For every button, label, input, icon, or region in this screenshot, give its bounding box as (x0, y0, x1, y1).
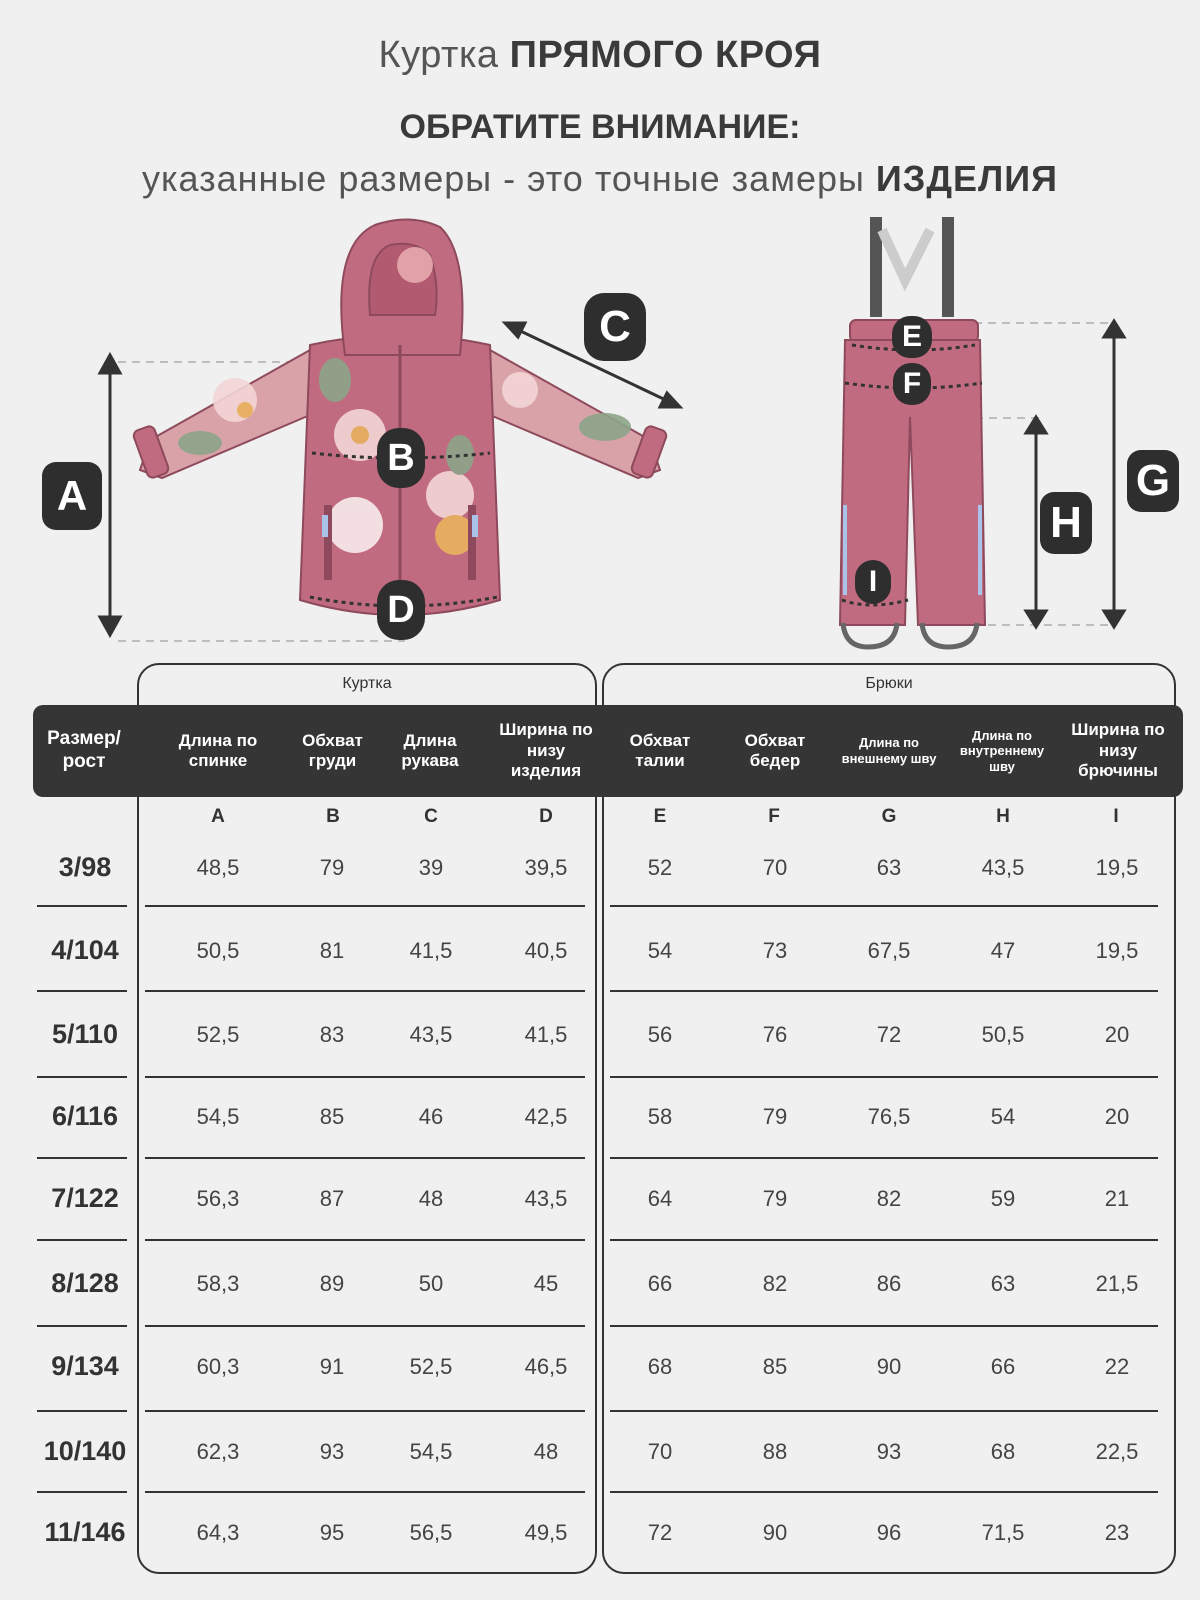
table-cell: 64 (647, 1186, 673, 1211)
badge-c: C (584, 293, 646, 361)
table-cell: 52 (647, 855, 673, 880)
header-f: Обхват бедер (744, 730, 806, 770)
badge-f: F (893, 363, 931, 405)
letter-c: C (424, 806, 438, 827)
table-cell: 79 (762, 1104, 788, 1129)
header-b: Обхват груди (302, 730, 363, 770)
table-cell: 56,5 (409, 1520, 453, 1545)
row-divider (37, 1076, 127, 1078)
table-cell: 93 (876, 1439, 902, 1464)
letter-h: H (996, 806, 1010, 827)
table-cell: 41,5 (409, 938, 453, 963)
row-divider (145, 1076, 585, 1078)
table-cell: 89 (319, 1271, 345, 1296)
table-cell: 20 (1104, 1022, 1130, 1047)
row-size-label: 8/128 (51, 1268, 119, 1298)
table-cell: 87 (319, 1186, 345, 1211)
header-d: Ширина по низу изделия (499, 720, 593, 781)
letter-i: I (1113, 806, 1119, 827)
table-cell: 47 (990, 938, 1016, 963)
table-cell: 91 (319, 1354, 345, 1379)
row-divider (145, 990, 585, 992)
table-cell: 63 (990, 1271, 1016, 1296)
table-cell: 76 (762, 1022, 788, 1047)
header-c: Длина рукава (401, 730, 459, 770)
group-pants: Брюки (865, 675, 913, 692)
row-divider (37, 1491, 127, 1493)
table-cell: 67,5 (867, 938, 911, 963)
row-divider (610, 990, 1158, 992)
attention-heading: ОБРАТИТЕ ВНИМАНИЕ: (399, 108, 801, 146)
row-divider (37, 1239, 127, 1241)
header-h: Длина по внутреннему шву (959, 727, 1045, 774)
table-cell: 45 (533, 1271, 559, 1296)
table-cell: 58,3 (196, 1271, 240, 1296)
row-divider (37, 1325, 127, 1327)
row-divider (610, 1410, 1158, 1412)
table-cell: 73 (762, 938, 788, 963)
table-cell: 72 (876, 1022, 902, 1047)
jacket-drawing (132, 219, 668, 615)
table-cell: 41,5 (524, 1022, 568, 1047)
row-divider (145, 1239, 585, 1241)
note-text (0, 158, 1200, 200)
table-cell: 54,5 (409, 1439, 453, 1464)
table-cell: 52,5 (409, 1354, 453, 1379)
table-cell: 19,5 (1095, 855, 1139, 880)
row-divider (145, 1325, 585, 1327)
row-divider (145, 1491, 585, 1493)
table-cell: 66 (990, 1354, 1016, 1379)
table-cell: 49,5 (524, 1520, 568, 1545)
table-cell: 79 (319, 855, 345, 880)
table-cell: 52,5 (196, 1022, 240, 1047)
pants-arrows (1026, 321, 1124, 627)
table-cell: 50,5 (196, 938, 240, 963)
badge-h: H (1040, 492, 1092, 554)
table-cell: 22,5 (1095, 1439, 1139, 1464)
table-cell: 90 (876, 1354, 902, 1379)
row-size-label: 7/122 (51, 1183, 119, 1213)
table-cell: 95 (319, 1520, 345, 1545)
row-size-label: 3/98 (58, 852, 112, 882)
table-cell: 42,5 (524, 1104, 568, 1129)
row-divider (37, 990, 127, 992)
table-cell: 64,3 (196, 1520, 240, 1545)
header-size: Размер/ рост (47, 728, 121, 772)
table-cell: 76,5 (867, 1104, 911, 1129)
table-cell: 48,5 (196, 855, 240, 880)
row-divider (610, 1076, 1158, 1078)
row-divider (145, 1410, 585, 1412)
badge-b: B (377, 428, 425, 488)
table-cell: 48 (418, 1186, 444, 1211)
badge-i: I (855, 560, 891, 604)
table-cell: 21 (1104, 1186, 1130, 1211)
title-light: Куртка (378, 34, 499, 76)
table-cell: 43,5 (981, 855, 1025, 880)
row-divider (610, 905, 1158, 907)
table-cell: 93 (319, 1439, 345, 1464)
garment-illustration (0, 205, 1200, 665)
row-divider (37, 1410, 127, 1412)
table-cell: 43,5 (409, 1022, 453, 1047)
table-cell: 56 (647, 1022, 673, 1047)
table-cell: 54,5 (196, 1104, 240, 1129)
table-cell: 82 (762, 1271, 788, 1296)
letter-a: A (211, 806, 225, 827)
table-cell: 60,3 (196, 1354, 240, 1379)
letter-f: F (768, 806, 780, 827)
table-cell: 20 (1104, 1104, 1130, 1129)
letter-g: G (881, 806, 897, 827)
table-cell: 40,5 (524, 938, 568, 963)
table-cell: 50 (418, 1271, 444, 1296)
row-size-label: 5/110 (51, 1019, 119, 1049)
row-divider (145, 1157, 585, 1159)
title-bold: ПРЯМОГО КРОЯ (509, 34, 822, 76)
table-cell: 66 (647, 1271, 673, 1296)
table-cell: 39,5 (524, 855, 568, 880)
row-divider (37, 905, 127, 907)
row-size-label: 11/146 (44, 1517, 126, 1547)
badge-g: G (1127, 450, 1179, 512)
header-i: Ширина по низу брючины (1071, 720, 1165, 781)
letter-e: E (653, 806, 667, 827)
row-divider (610, 1239, 1158, 1241)
table-cell: 81 (319, 938, 345, 963)
row-divider (37, 1157, 127, 1159)
table-cell: 86 (876, 1271, 902, 1296)
group-jacket: Куртка (342, 675, 392, 692)
table-cell: 85 (762, 1354, 788, 1379)
page-title (0, 34, 1200, 77)
header-g: Длина по внешнему шву (841, 735, 937, 766)
letter-b: B (326, 806, 340, 827)
row-divider (610, 1157, 1158, 1159)
row-size-label: 10/140 (43, 1436, 127, 1466)
badge-d: D (377, 580, 425, 640)
table-cell: 79 (762, 1186, 788, 1211)
header-e: Обхват талии (629, 730, 691, 770)
table-cell: 83 (319, 1022, 345, 1047)
table-cell: 70 (762, 855, 788, 880)
row-divider (610, 1325, 1158, 1327)
table-cell: 23 (1104, 1520, 1130, 1545)
table-cell: 54 (990, 1104, 1016, 1129)
table-cell: 96 (876, 1520, 902, 1545)
table-cell: 58 (647, 1104, 673, 1129)
table-cell: 22 (1104, 1354, 1130, 1379)
row-size-label: 6/116 (51, 1101, 119, 1131)
table-cell: 68 (647, 1354, 673, 1379)
table-cell: 62,3 (196, 1439, 240, 1464)
table-cell: 21,5 (1095, 1271, 1139, 1296)
letter-d: D (539, 806, 553, 827)
badge-e: E (892, 316, 932, 358)
table-cell: 54 (647, 938, 673, 963)
badge-a: A (42, 462, 102, 530)
table-cell: 48 (533, 1439, 559, 1464)
table-cell: 19,5 (1095, 938, 1139, 963)
table-cell: 71,5 (981, 1520, 1025, 1545)
header-a: Длина по спинке (178, 730, 258, 770)
table-cell: 72 (647, 1520, 673, 1545)
table-cell: 59 (990, 1186, 1016, 1211)
note-bold: ИЗДЕЛИЯ (875, 158, 1058, 199)
table-cell: 63 (876, 855, 902, 880)
table-cell: 50,5 (981, 1022, 1025, 1047)
table-cell: 39 (418, 855, 444, 880)
note-light: указанные размеры - это точные замеры (141, 158, 865, 199)
table-cell: 46,5 (524, 1354, 568, 1379)
table-cell: 56,3 (196, 1186, 240, 1211)
table-cell: 85 (319, 1104, 345, 1129)
row-size-label: 4/104 (51, 935, 119, 965)
table-cell: 46 (418, 1104, 444, 1129)
table-cell: 88 (762, 1439, 788, 1464)
table-cell: 68 (990, 1439, 1016, 1464)
row-divider (145, 905, 585, 907)
row-size-label: 9/134 (51, 1351, 119, 1381)
table-cell: 70 (647, 1439, 673, 1464)
table-cell: 90 (762, 1520, 788, 1545)
table-cell: 43,5 (524, 1186, 568, 1211)
table-cell: 82 (876, 1186, 902, 1211)
row-divider (610, 1491, 1158, 1493)
